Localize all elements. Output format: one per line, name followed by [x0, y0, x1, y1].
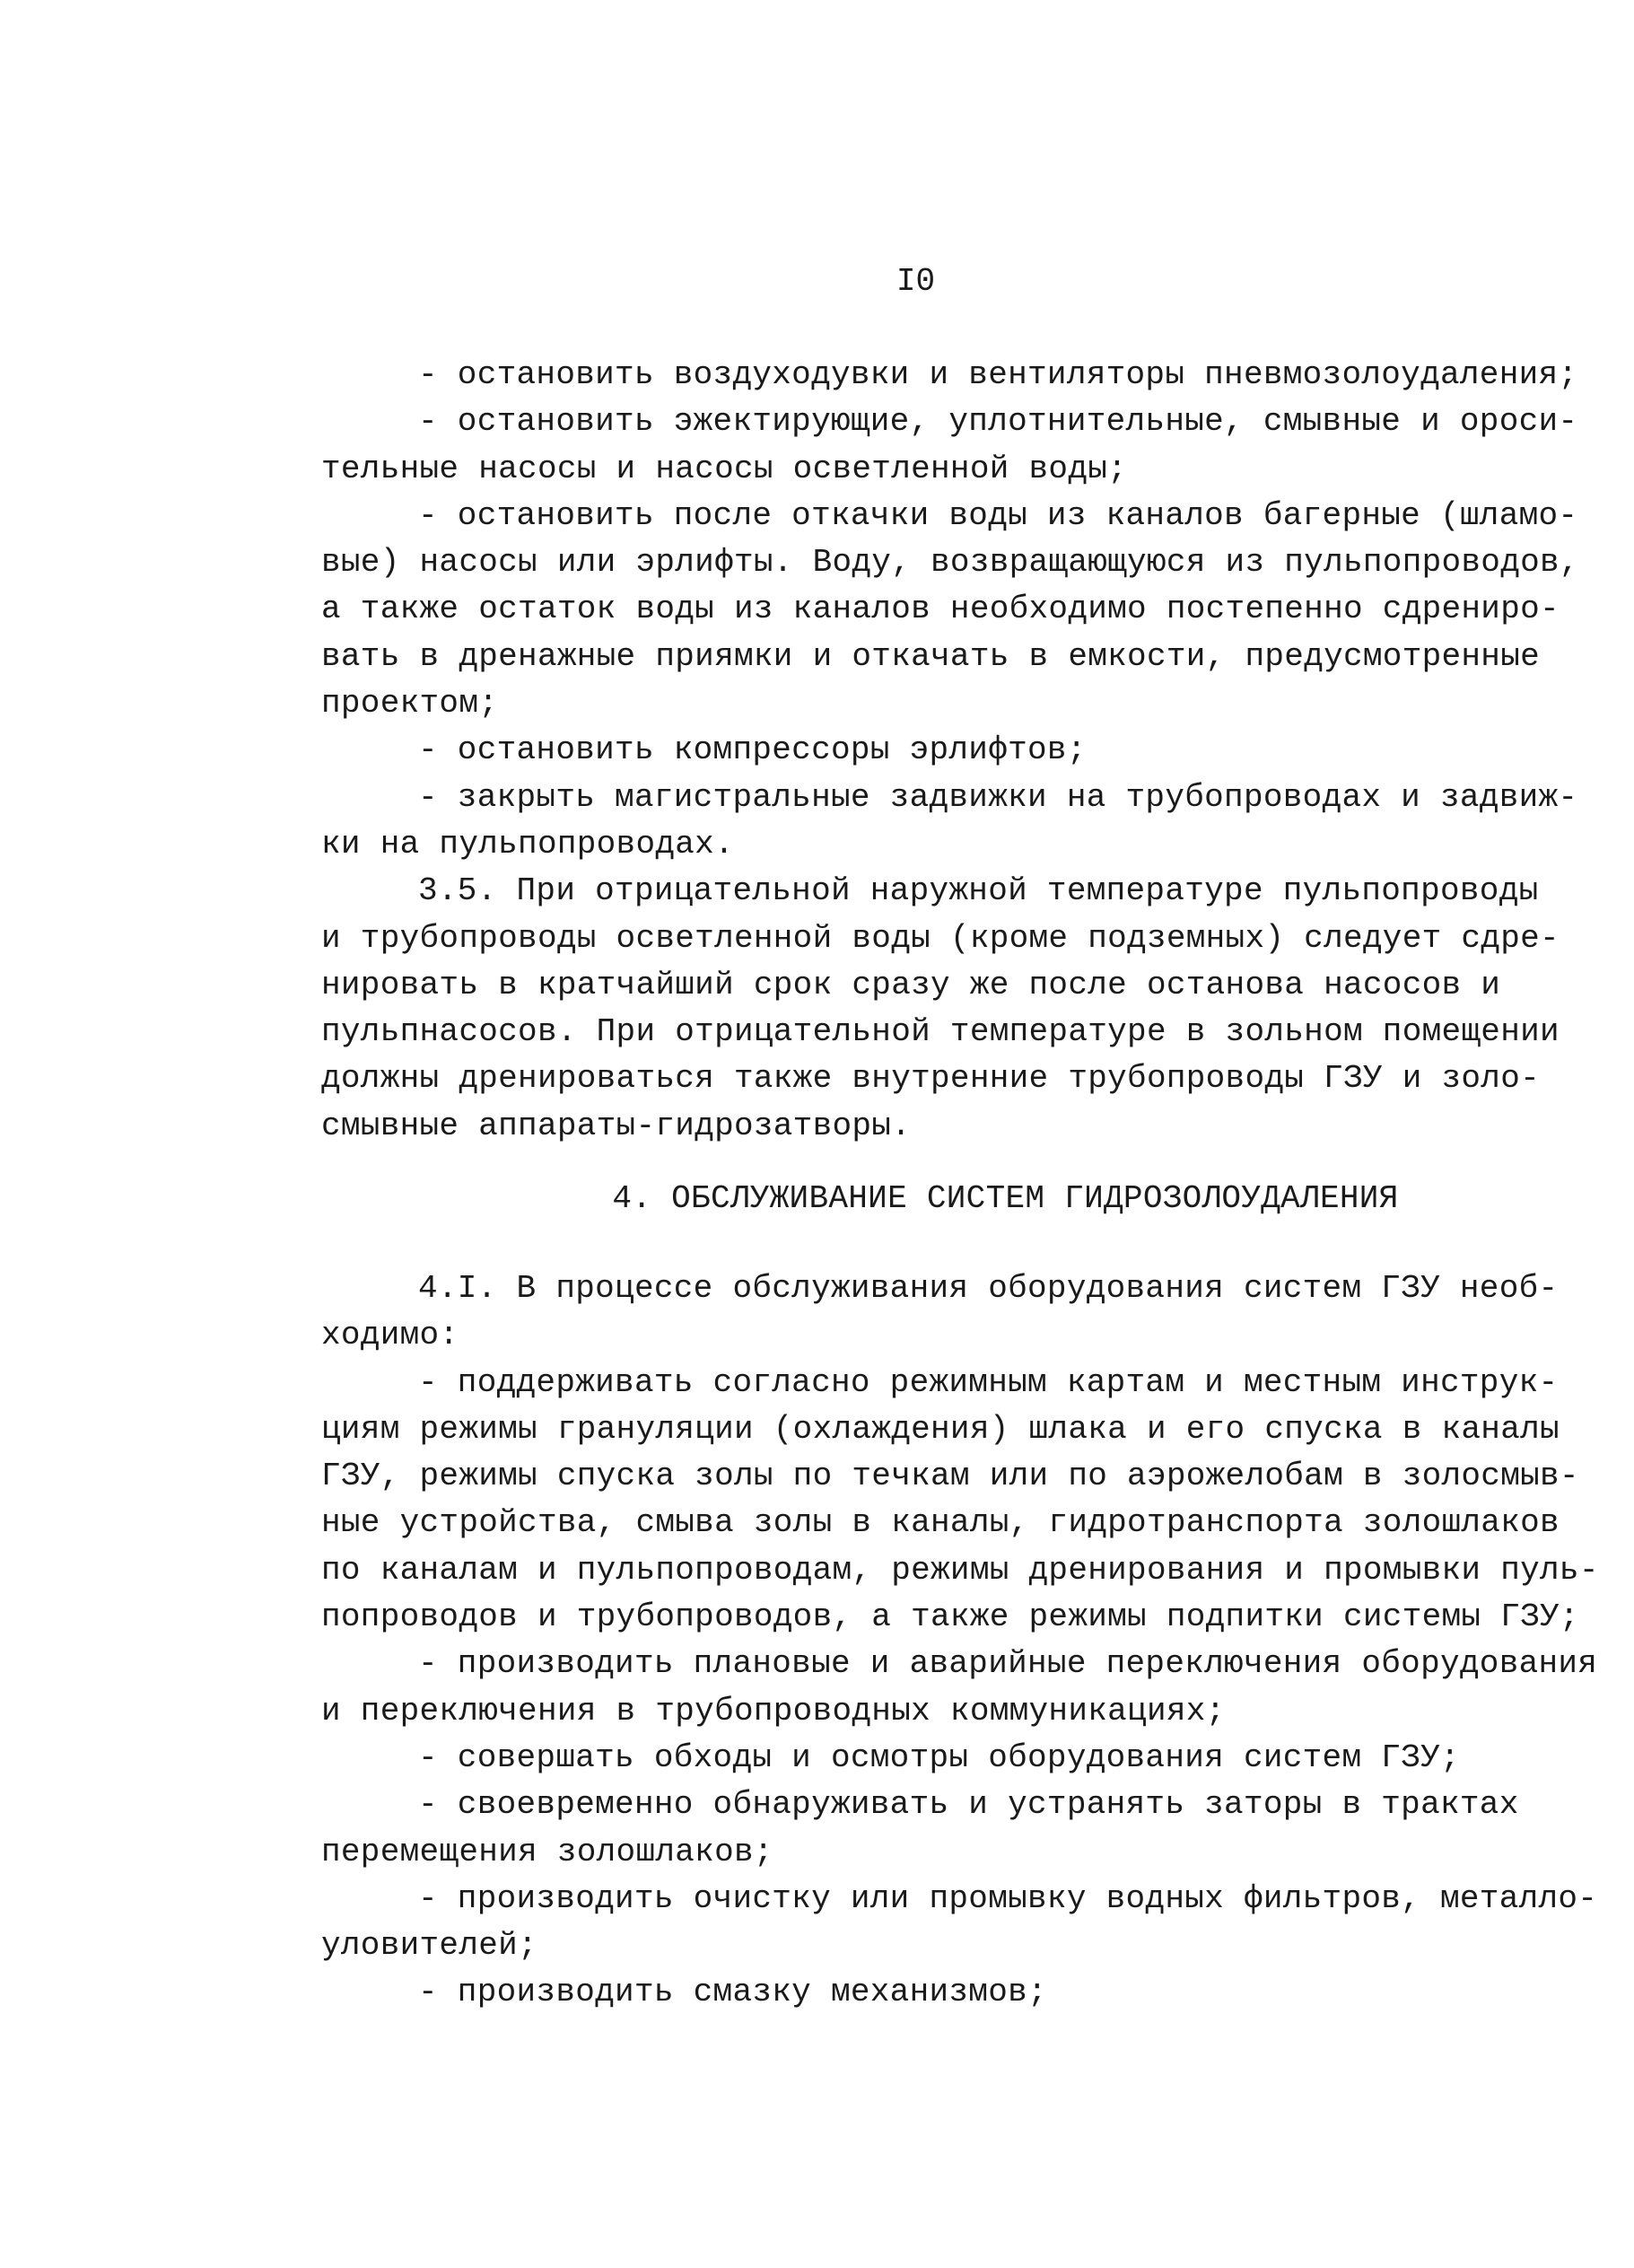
text-line: проектом; [321, 685, 499, 722]
text-line: вать в дренажные приямки и откачать в емкости, предусмотренные [321, 637, 1541, 675]
text-line: - закрыть магистральные задвижки на трубопроводах и задвиж- [418, 778, 1578, 816]
text-line: - производить очистку или промывку водных фильтров, металло- [418, 1879, 1598, 1917]
text-line: циям режимы грануляции (охлаждения) шлака и его спуска в каналы [321, 1410, 1560, 1448]
text-line: вые) насосы или эрлифты. Воду, возвращающуюся из пульпопроводов, [321, 544, 1579, 582]
section-3-text [321, 352, 1579, 1150]
page-number: I0 [896, 263, 936, 300]
text-line: должны дренироваться также внутренние трубопроводы ГЗУ и золо- [321, 1060, 1541, 1098]
text-line: попроводов и трубопроводов, а также режимы подпитки системы ГЗУ; [321, 1598, 1579, 1636]
text-line: - поддерживать согласно режимным картам и местным инструк- [418, 1363, 1559, 1401]
text-line: перемещения золошлаков; [321, 1833, 773, 1870]
text-line: ГЗУ, режимы спуска золы по течкам или по аэрожелобам в золосмыв- [321, 1458, 1579, 1495]
text-line: - производить смазку механизмов; [418, 1974, 1047, 2011]
paragraph-4-1-start: 4.I. В процессе обслуживания оборудования систем ГЗУ необ- [418, 1270, 1559, 1307]
text-line: пульпнасосов. При отрицательной температуре в зольном помещении [321, 1013, 1560, 1051]
text-line: тельные насосы и насосы осветленной воды; [321, 450, 1128, 487]
text-line: смывные аппараты-гидрозатворы. [321, 1107, 912, 1144]
text-line: нировать в кратчайший срок сразу же после останова насосов и [321, 966, 1501, 1003]
text-line: - остановить после откачки воды из каналов багерные (шламо- [418, 496, 1578, 534]
text-line: а также остаток воды из каналов необходимо постепенно сдрениро- [321, 591, 1560, 628]
text-line: - остановить эжектирующие, уплотнительные, смывные и ороси- [418, 403, 1578, 441]
text-line: по каналам и пульпопроводам, режимы дренирования и промывки пуль- [321, 1551, 1599, 1589]
paragraph-3-5-start: 3.5. При отрицательной наружной температуре пульпопроводы [418, 872, 1539, 910]
text-line: - совершать обходы и осмотры оборудования систем ГЗУ; [418, 1738, 1460, 1776]
text-line: - своевременно обнаруживать и устранять заторы в трактах [418, 1786, 1519, 1824]
text-line: и переключения в трубопроводных коммуникациях; [321, 1692, 1226, 1729]
text-line: - остановить воздуходувки и вентиляторы пневмозолоудаления; [418, 356, 1578, 393]
text-line: - производить плановые и аварийные переключения оборудования [418, 1645, 1598, 1683]
text-line: ходимо: [321, 1317, 459, 1354]
text-line: - остановить компрессоры эрлифтов; [418, 731, 1087, 769]
section-4-text [321, 1265, 1599, 2017]
section-4-heading: 4. ОБСЛУЖИВАНИЕ СИСТЕМ ГИДРОЗОЛОУДАЛЕНИЯ [612, 1180, 1399, 1217]
text-line: и трубопроводы осветленной воды (кроме подземных) следует сдре- [321, 919, 1560, 957]
text-line: ки на пульпопроводах. [321, 825, 734, 863]
text-line: уловителей; [321, 1927, 537, 1965]
text-line: ные устройства, смыва золы в каналы, гидротранспорта золошлаков [321, 1504, 1560, 1542]
